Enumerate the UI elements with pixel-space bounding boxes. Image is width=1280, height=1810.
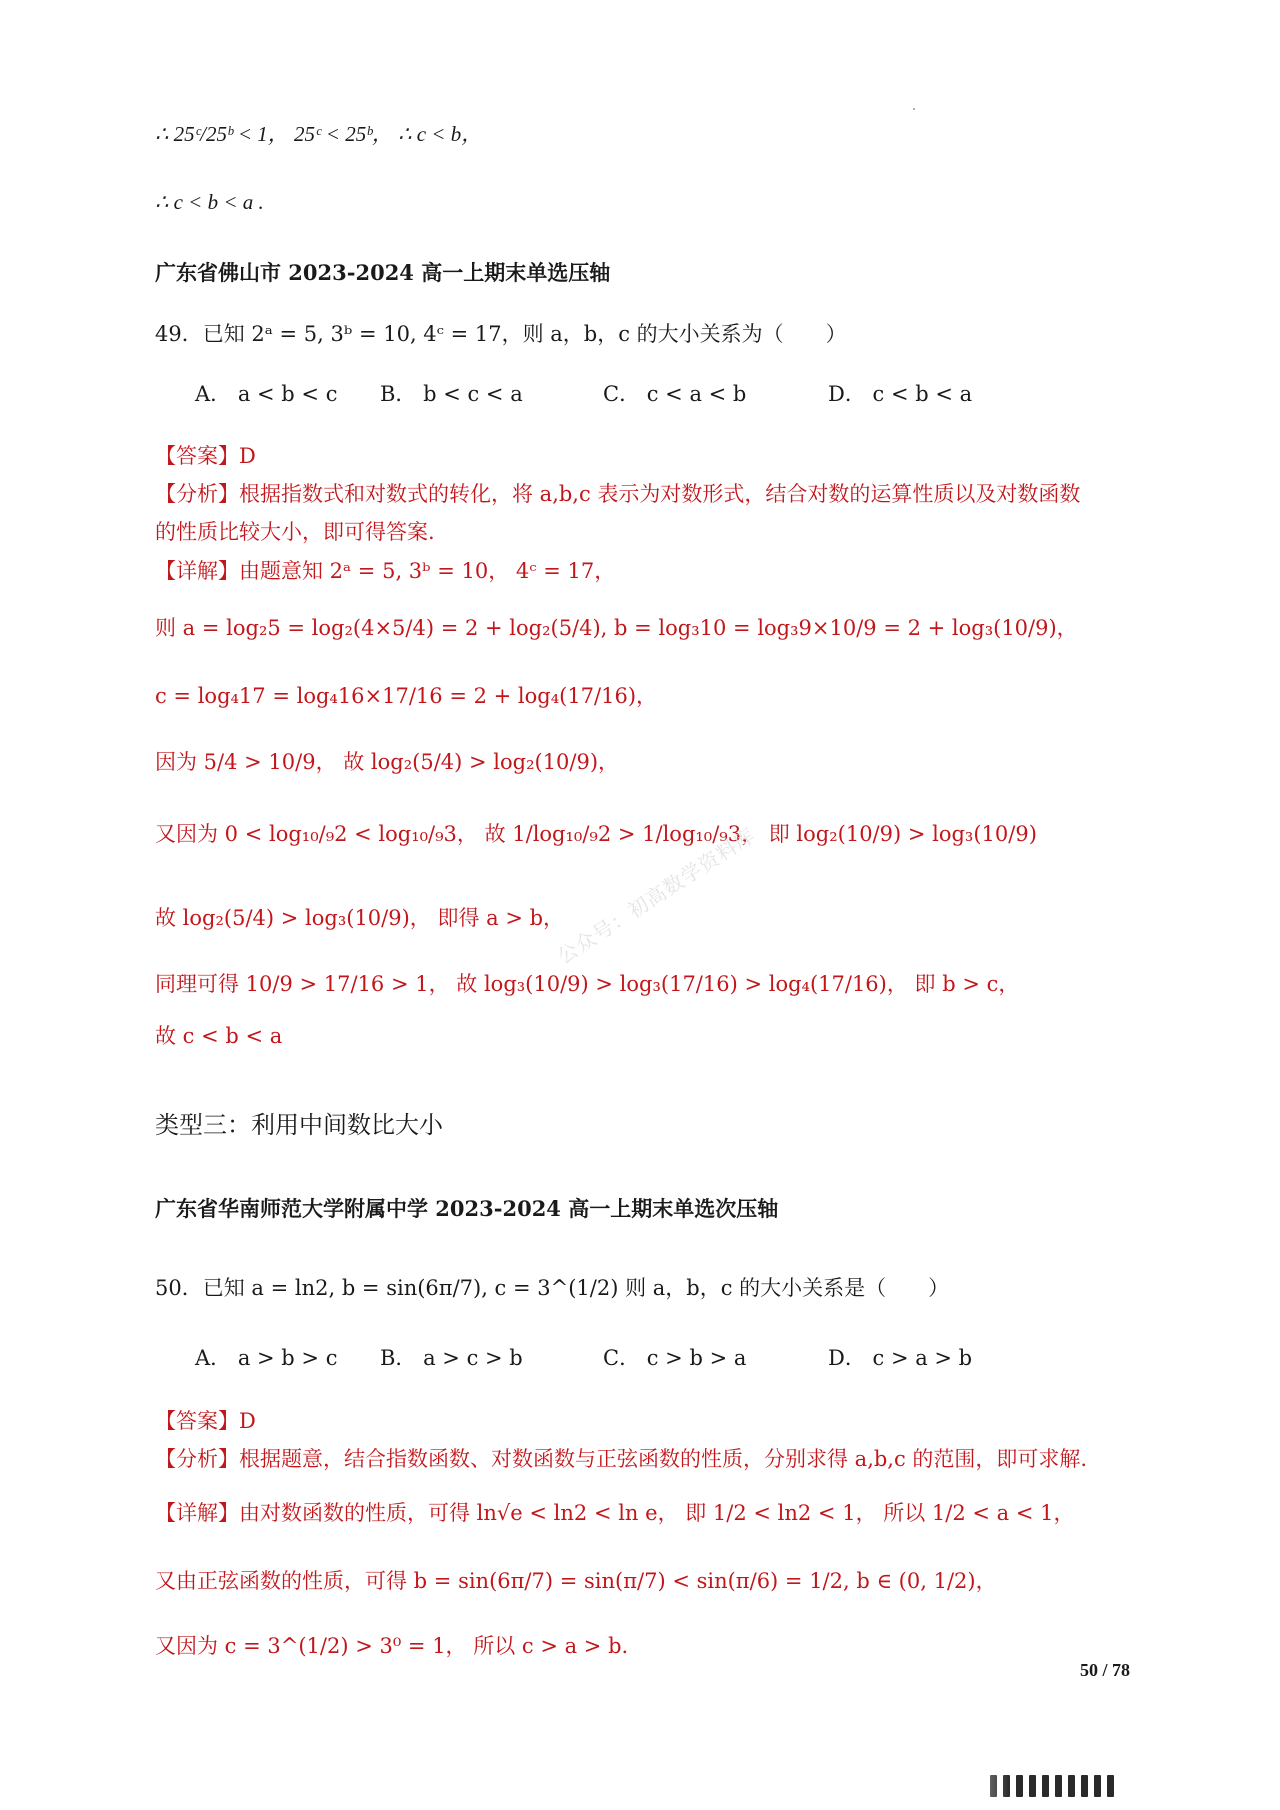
toolbar-bar-icon [1016,1775,1023,1797]
q50-choice-d: D． c > a > b [828,1346,973,1370]
q49-choice-a: A． a < b < c [195,382,338,406]
type-heading: 类型三：利用中间数比大小 [155,1111,443,1139]
toolbar-bar-icon [1068,1775,1075,1797]
q50-detail-3: 又因为 c = 3^(1/2) > 3⁰ = 1， 所以 c > a > b. [155,1634,629,1658]
page-number: 50 / 78 [1080,1660,1131,1680]
q50-detail-1: 【详解】由对数函数的性质，可得 ln√e < ln2 < ln e， 即 1/2 < ln2 < 1， 所以 1/2 < a < 1， [155,1501,1075,1525]
toolbar-bar-icon [1055,1775,1062,1797]
q49-detail-3: c = log₄17 = log₄16×17/16 = 2 + log₄(17/16)， [155,684,658,708]
bottom-toolbar [990,1775,1114,1797]
q50-answer: 【答案】D [155,1409,256,1433]
q49-choice-d: D． c < b < a [828,382,973,406]
toolbar-fade [930,1769,1010,1803]
toolbar-bar-icon [1042,1775,1049,1797]
question-49: 49．已知 2ᵃ = 5, 3ᵇ = 10, 4ᶜ = 17，则 a，b，c 的大小关系为（ ） [155,322,847,346]
watermark: 公众号：初高数学资料库 [552,822,760,969]
q49-detail-8: 故 c < b < a [155,1024,283,1048]
q50-choice-a: A． a > b > c [195,1346,338,1370]
q49-answer: 【答案】D [155,444,256,468]
q49-detail-2: 则 a = log₂5 = log₂(4×5/4) = 2 + log₂(5/4), b = log₃10 = log₃9×10/9 = 2 + log₃(10/9)， [155,616,1078,640]
section1-source: 广东省佛山市 2023-2024 高一上期末单选压轴 [155,260,611,285]
q50-detail-2: 又由正弦函数的性质，可得 b = sin(6π/7) = sin(π/7) < sin(π/6) = 1/2, b ∈ (0, 1/2)， [155,1569,997,1593]
q50-choice-b: B． a > c > b [380,1346,523,1370]
q49-choice-c: C． c < a < b [603,382,747,406]
question-50: 50．已知 a = ln2, b = sin(6π/7), c = 3^(1/2) 则 a，b，c 的大小关系是（ ） [155,1276,950,1300]
q50-analysis: 【分析】根据题意，结合指数函数、对数函数与正弦函数的性质，分别求得 a,b,c 的范围，即可求解. [155,1447,1088,1471]
q49-analysis-2: 的性质比较大小，即可得答案. [155,520,435,544]
top-line-2: ∴ c < b < a . [155,190,264,214]
toolbar-bar-icon [1094,1775,1101,1797]
q49-analysis-1: 【分析】根据指数式和对数式的转化，将 a,b,c 表示为对数形式，结合对数的运算性质以及对数函数 [155,482,1081,506]
section2-source: 广东省华南师范大学附属中学 2023-2024 高一上期末单选次压轴 [155,1196,779,1221]
q49-detail-5: 又因为 0 < log₁₀/₉2 < log₁₀/₉3， 故 1/log₁₀/₉2 > 1/log₁₀/₉3， 即 log₂(10/9) > log₃(10/9) [155,822,1037,846]
q50-choice-c: C． c > b > a [603,1346,747,1370]
top-line-1: ∴ 25ᶜ/25ᵇ < 1， 25ᶜ < 25ᵇ， ∴ c < b， [155,122,483,146]
q49-detail-4: 因为 5/4 > 10/9， 故 log₂(5/4) > log₂(10/9)， [155,750,620,774]
q49-detail-6: 故 log₂(5/4) > log₃(10/9)， 即得 a > b， [155,906,565,930]
q49-detail-1: 【详解】由题意知 2ᵃ = 5, 3ᵇ = 10， 4ᶜ = 17， [155,559,616,583]
toolbar-bar-icon [1107,1775,1114,1797]
q49-detail-7: 同理可得 10/9 > 17/16 > 1， 故 log₃(10/9) > log₃(17/16) > log₄(17/16)， 即 b > c， [155,972,1020,996]
toolbar-bar-icon [1081,1775,1088,1797]
q49-choice-b: B． b < c < a [380,382,523,406]
stray-dot [913,108,915,110]
toolbar-bar-icon [1029,1775,1036,1797]
